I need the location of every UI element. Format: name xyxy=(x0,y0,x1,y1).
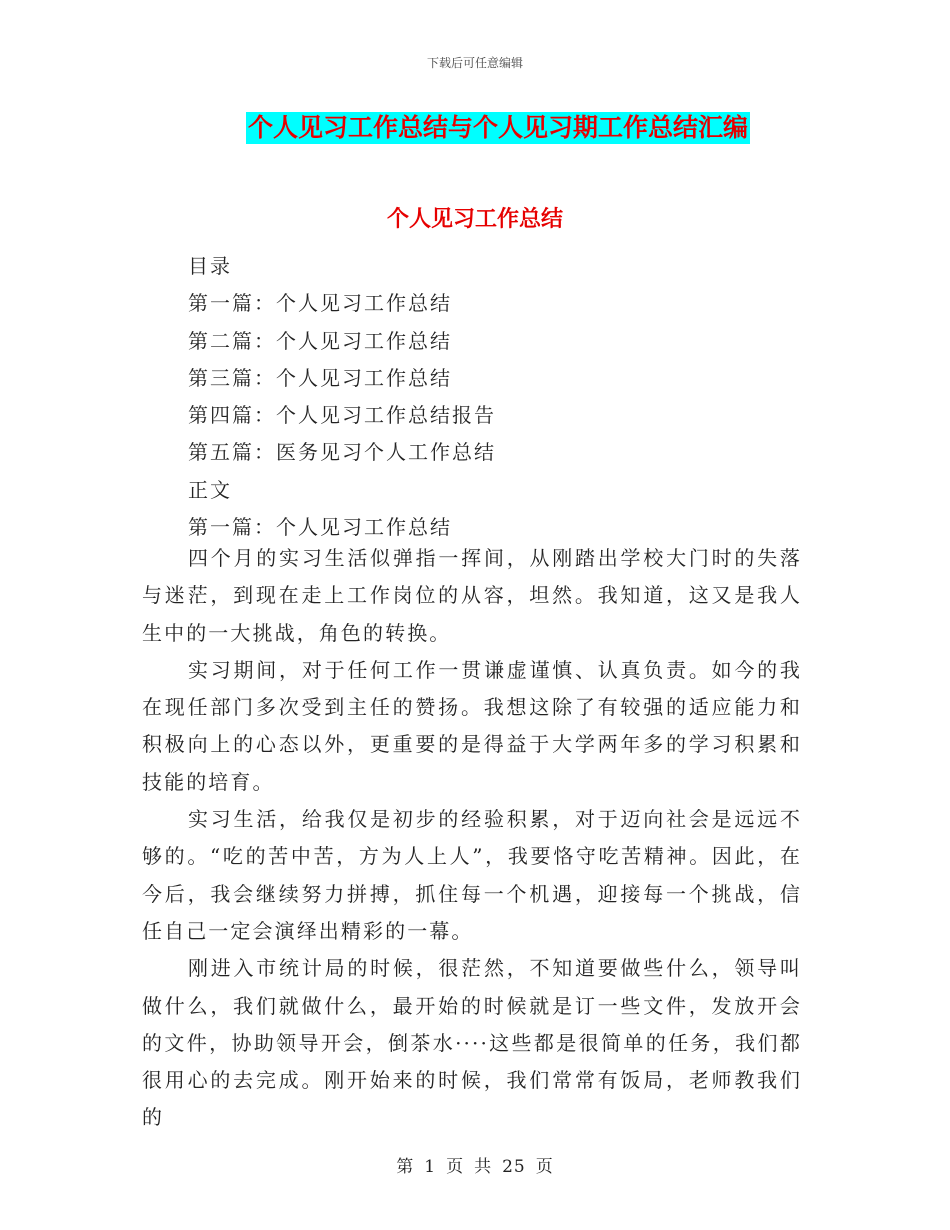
paragraph: 实习期间，对于任何工作一贯谦虚谨慎、认真负责。如今的我在现任部门多次受到主任的赞扬。我想这除了有较强的适应能力和积极向上的心态以外，更重要的是得益于大学两年多的学习积累和技能的培育。 xyxy=(142,657,802,794)
toc-item: 第四篇：个人见习工作总结报告 xyxy=(188,403,496,428)
page-footer xyxy=(0,1152,950,1177)
toc-heading: 目录 xyxy=(188,254,232,278)
footer-page-number: 1 xyxy=(424,1157,437,1177)
section-title: 个人见习工作总结 xyxy=(386,206,563,232)
footer-total-prefix: 共 xyxy=(474,1157,493,1177)
document-title: 个人见习工作总结与个人见习期工作总结汇编 xyxy=(247,113,748,142)
body-heading: 正文 xyxy=(188,477,232,502)
footer-total-pages: 25 xyxy=(502,1157,526,1177)
document-title-wrap xyxy=(0,112,950,144)
toc-item: 第一篇：个人见习工作总结 xyxy=(188,291,452,316)
footer-page-mid: 页 xyxy=(446,1157,465,1177)
paragraph: 刚进入市统计局的时候，很茫然，不知道要做些什么，领导叫做什么，我们就做什么，最开始的时候就是订一些文件，发放开会的文件，协助领导开会，倒茶水····这些都是很简单的任务，我们都很用心的去完成。刚开始来的时候，我们常常有饭局，老师教我们的 xyxy=(142,956,802,1130)
body-text xyxy=(142,540,802,1137)
header-note: 下载后可任意编辑 xyxy=(426,56,523,70)
first-article-heading: 第一篇：个人见习工作总结 xyxy=(188,515,452,540)
toc-item: 第五篇：医务见习个人工作总结 xyxy=(188,440,496,465)
footer-page-prefix: 第 xyxy=(396,1157,415,1177)
toc-item: 第三篇：个人见习工作总结 xyxy=(188,365,452,390)
paragraph: 实习生活，给我仅是初步的经验积累，对于迈向社会是远远不够的。“吃的苦中苦，方为人上人”，我要恪守吃苦精神。因此，在今后，我会继续努力拼搏，抓住每一个机遇，迎接每一个挑战，信任自己一定会演绎出精彩的一幕。 xyxy=(142,807,802,943)
footer-total-suffix: 页 xyxy=(535,1157,554,1177)
toc-item: 第二篇：个人见习工作总结 xyxy=(188,328,452,353)
paragraph: 四个月的实习生活似弹指一挥间，从刚踏出学校大门时的失落与迷茫，到现在走上工作岗位的从容，坦然。我知道，这又是我人生中的一大挑战，角色的转换。 xyxy=(142,546,802,645)
table-of-contents xyxy=(188,248,496,546)
